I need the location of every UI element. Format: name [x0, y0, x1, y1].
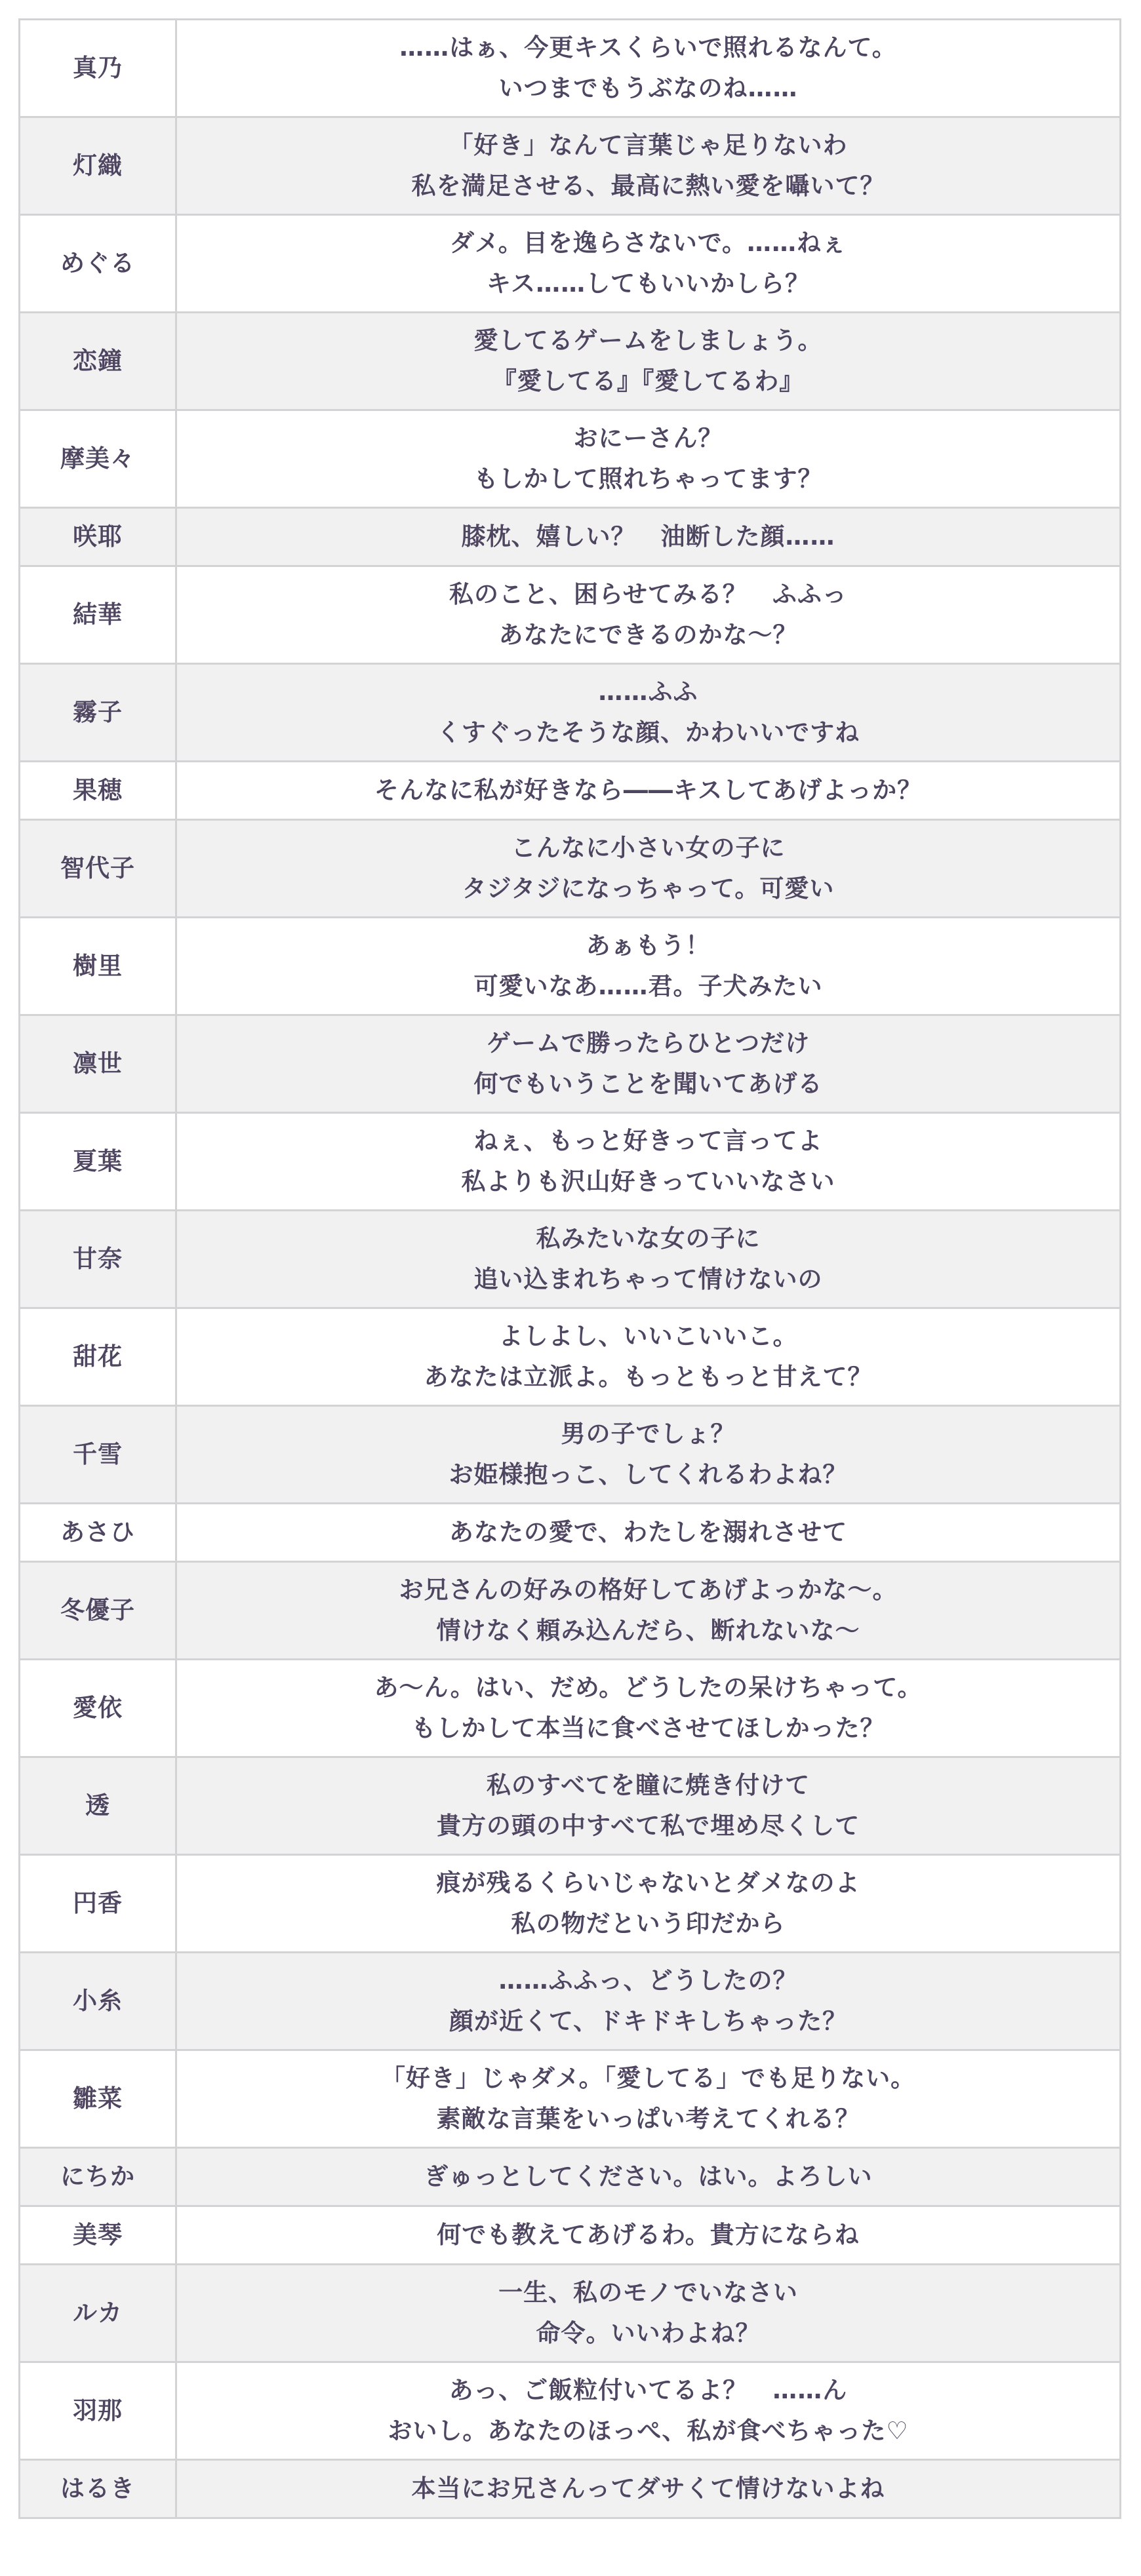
- quote-line: もしかして照れちゃってます？: [473, 465, 823, 493]
- quote-line: 痕が残るくらいじゃないとダメなのよ: [436, 1869, 860, 1897]
- quote-cell: [176, 820, 1121, 918]
- table-row: [20, 2148, 1121, 2206]
- quote-line: タジタジになっちゃって。可愛い: [462, 874, 835, 903]
- table-row: [20, 2206, 1121, 2265]
- quote-line: 私のすべてを瞳に焼き付けて: [486, 1771, 811, 1799]
- quote-line: おいし。あなたのほっぺ、私が食べちゃった♡: [388, 2417, 909, 2445]
- quote-line: 『愛してる』『愛してるわ』: [492, 367, 805, 395]
- quote-line: 私のこと、困らせてみる？ ふふっ: [449, 580, 847, 608]
- character-name: ルカ: [20, 2265, 176, 2362]
- character-name: 果穂: [20, 762, 176, 820]
- quote-line: 追い込まれちゃって情けないの: [473, 1265, 823, 1293]
- table-row: [20, 762, 1121, 820]
- quote-line: 可愛いなあ……君。子犬みたい: [473, 972, 823, 1000]
- character-name: 樹里: [20, 918, 176, 1015]
- quote-line: 男の子でしょ？: [561, 1420, 736, 1448]
- quote-line: おにーさん？: [573, 424, 723, 452]
- quote-line: ぎゅっとしてください。はい。よろしい: [424, 2162, 873, 2191]
- quote-line: 本当にお兄さんってダサくて情けないよね: [411, 2474, 885, 2503]
- table-row: [20, 1406, 1121, 1504]
- quote-line: ねぇ、もっと好きって言ってよ: [473, 1127, 823, 1155]
- quote-line: こんなに小さい女の子に: [511, 834, 786, 862]
- quote-line: 私よりも沢山好きっていいなさい: [461, 1167, 835, 1196]
- table-row: [20, 2460, 1121, 2518]
- table-row: [20, 918, 1121, 1015]
- table-row: [20, 1504, 1121, 1562]
- quote-cell: [176, 1113, 1121, 1211]
- quote-line: あっ、ご飯粒付いてるよ？ ……ん: [449, 2376, 848, 2404]
- table-row: [20, 1562, 1121, 1660]
- character-name: 灯織: [20, 117, 176, 215]
- quote-line: ゲームで勝ったらひとつだけ: [486, 1029, 811, 1057]
- quote-line: キス……してもいいかしら？: [486, 269, 811, 298]
- table-row: [20, 1015, 1121, 1113]
- quote-line: 膝枕、嬉しい？ 油断した顔……: [461, 522, 835, 551]
- quote-line: あなたの愛で、わたしを溺れさせて: [449, 1518, 848, 1546]
- quote-cell: [176, 2460, 1121, 2518]
- character-name: 甜花: [20, 1308, 176, 1406]
- character-name: 雛菜: [20, 2050, 176, 2148]
- quote-cell: [176, 664, 1121, 762]
- table-row: [20, 1660, 1121, 1757]
- quote-line: いつまでもうぶなのね……: [498, 74, 798, 102]
- table-row: [20, 1113, 1121, 1211]
- character-name: 結華: [20, 566, 176, 664]
- quote-cell: [176, 2265, 1121, 2362]
- quote-line: 命令。いいわよね？: [536, 2319, 761, 2347]
- quote-cell: [176, 1308, 1121, 1406]
- character-name: 霧子: [20, 664, 176, 762]
- quote-cell: [176, 1504, 1121, 1562]
- quote-line: あなたは立派よ。もっともっと甘えて？: [424, 1363, 873, 1391]
- character-name: 夏葉: [20, 1113, 176, 1211]
- table-row: [20, 20, 1121, 117]
- quote-line: 情けなく頼み込んだら、断れないな～: [436, 1616, 860, 1645]
- quote-cell: [176, 918, 1121, 1015]
- character-name: 摩美々: [20, 410, 176, 508]
- table-row: [20, 313, 1121, 410]
- quote-cell: [176, 1855, 1121, 1953]
- character-name: にちか: [20, 2148, 176, 2206]
- table-row: [20, 2362, 1121, 2460]
- quote-line: 私を満足させる、最高に熱い愛を囁いて？: [411, 172, 885, 200]
- character-name: 愛依: [20, 1660, 176, 1757]
- table-row: [20, 1308, 1121, 1406]
- character-name: 円香: [20, 1855, 176, 1953]
- character-name: 美琴: [20, 2206, 176, 2265]
- quote-line: ……ふふっ、どうしたの？: [498, 1966, 798, 1995]
- quote-line: あ～ん。はい、だめ。どうしたの呆けちゃって。: [374, 1673, 923, 1702]
- quote-line: あぁもう！: [586, 931, 711, 960]
- quote-cell: [176, 1015, 1121, 1113]
- quote-cell: [176, 1660, 1121, 1757]
- character-name: 智代子: [20, 820, 176, 918]
- quote-cell: [176, 117, 1121, 215]
- table-row: [20, 820, 1121, 918]
- table-row: [20, 2050, 1121, 2148]
- quote-cell: [176, 313, 1121, 410]
- character-name: 甘奈: [20, 1211, 176, 1308]
- quote-line: あなたにできるのかな～？: [498, 621, 798, 649]
- quote-line: そんなに私が好きなら――キスしてあげよっか？: [374, 776, 923, 804]
- table-row: [20, 1757, 1121, 1855]
- quote-line: よしよし、いいこいいこ。: [498, 1322, 798, 1350]
- quote-line: お兄さんの好みの格好してあげよっかな～。: [399, 1576, 898, 1604]
- quote-cell: [176, 20, 1121, 117]
- quote-line: ダメ。目を逸らさないで。……ねぇ: [449, 229, 847, 257]
- character-name: めぐる: [20, 215, 176, 313]
- quote-line: 私みたいな女の子に: [536, 1224, 761, 1253]
- quote-line: 顔が近くて、ドキドキしちゃった？: [449, 2007, 848, 2035]
- quote-cell: [176, 410, 1121, 508]
- quote-cell: [176, 1406, 1121, 1504]
- character-name: 凛世: [20, 1015, 176, 1113]
- quote-line: 何でも教えてあげるわ。貴方にならね: [437, 2221, 860, 2249]
- table-row: [20, 1211, 1121, 1308]
- quote-cell: [176, 2050, 1121, 2148]
- character-name: 冬優子: [20, 1562, 176, 1660]
- quote-line: 素敵な言葉をいっぱい考えてくれる？: [436, 2105, 860, 2133]
- quote-cell: [176, 2206, 1121, 2265]
- quote-line: もしかして本当に食べさせてほしかった？: [411, 1714, 885, 1742]
- character-name: 恋鐘: [20, 313, 176, 410]
- quote-line: 私の物だという印だから: [511, 1909, 786, 1938]
- table-row: [20, 1953, 1121, 2050]
- character-name: あさひ: [20, 1504, 176, 1562]
- quote-cell: [176, 1562, 1121, 1660]
- quote-cell: [176, 215, 1121, 313]
- quote-line: ……ふふ: [598, 678, 698, 706]
- quote-line: 何でもいうことを聞いてあげる: [473, 1070, 823, 1098]
- quote-line: 愛してるゲームをしましょう。: [473, 326, 823, 355]
- table-row: [20, 215, 1121, 313]
- quote-cell: [176, 2362, 1121, 2460]
- quote-cell: [176, 2148, 1121, 2206]
- table-row: [20, 2265, 1121, 2362]
- quote-line: 「好き」なんて言葉じゃ足りないわ: [449, 131, 848, 159]
- quote-cell: [176, 1953, 1121, 2050]
- character-name: 千雪: [20, 1406, 176, 1504]
- character-name: 咲耶: [20, 508, 176, 566]
- table-row: [20, 117, 1121, 215]
- quote-line: 貴方の頭の中すべて私で埋め尽くして: [436, 1812, 860, 1840]
- character-name: 小糸: [20, 1953, 176, 2050]
- quote-line: お姫様抱っこ、してくれるわよね？: [449, 1460, 848, 1489]
- quote-line: くすぐったそうな顔、かわいいですね: [436, 718, 860, 747]
- quote-line: 「好き」じゃダメ。「愛してる」でも足りない。: [380, 2064, 916, 2092]
- table-row: [20, 1855, 1121, 1953]
- quote-cell: [176, 566, 1121, 664]
- table-row: [20, 566, 1121, 664]
- quote-cell: [176, 1211, 1121, 1308]
- table-row: [20, 410, 1121, 508]
- quote-table: [18, 18, 1121, 2519]
- character-name: 透: [20, 1757, 176, 1855]
- table-row: [20, 508, 1121, 566]
- character-name: はるき: [20, 2460, 176, 2518]
- quote-cell: [176, 762, 1121, 820]
- quote-cell: [176, 508, 1121, 566]
- quote-cell: [176, 1757, 1121, 1855]
- quote-line: 一生、私のモノでいなさい: [498, 2278, 798, 2307]
- character-name: 真乃: [20, 20, 176, 117]
- character-name: 羽那: [20, 2362, 176, 2460]
- quote-table-body: [20, 20, 1121, 2518]
- table-row: [20, 664, 1121, 762]
- quote-line: ……はぁ、今更キスくらいで照れるなんて。: [399, 33, 897, 62]
